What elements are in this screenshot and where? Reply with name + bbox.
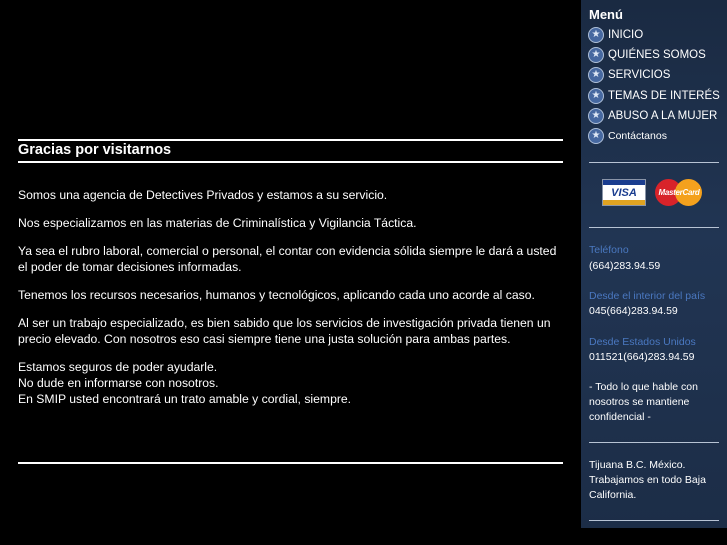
visa-card-logo (602, 179, 646, 206)
paragraph: Tenemos los recursos necesarios, humanos y tecnológicos, aplicando cada uno acorde al caso. (18, 288, 535, 302)
menu-item-servicios[interactable] (588, 65, 670, 85)
confidential-note: - Todo lo que hable con nosotros se mantiene confidencial - (589, 381, 698, 423)
us-phone-label: Desde Estados Unidos (589, 336, 696, 348)
star-icon: ★ (588, 108, 604, 124)
menu-item-inicio[interactable] (588, 25, 643, 45)
page-title: Gracias por visitarnos (18, 142, 172, 158)
menu-item-label: SERVICIOS (608, 69, 671, 81)
menu-title: Menú (589, 7, 623, 22)
paragraph: Nos especializamos en las materias de Criminalística y Vigilancia Táctica. (18, 216, 417, 230)
menu-item-contactanos[interactable] (588, 126, 667, 146)
mastercard-label: MasterCard (658, 188, 700, 197)
phone-value: (664)283.94.59 (589, 260, 661, 272)
main-content (18, 0, 563, 545)
title-top-rule (18, 139, 563, 141)
content-body (18, 187, 563, 407)
menu-item-label: QUIÉNES SOMOS (608, 49, 706, 61)
closing-line: Estamos seguros de poder ayudarle. (18, 360, 218, 374)
visa-label: VISA (611, 187, 637, 199)
sidebar-divider (589, 162, 719, 163)
menu-item-label: INICIO (608, 29, 644, 41)
sidebar-divider (589, 520, 719, 521)
sidebar-divider (589, 442, 719, 443)
menu-item-quienes-somos[interactable] (588, 45, 706, 65)
star-icon: ★ (588, 88, 604, 104)
star-icon: ★ (588, 128, 604, 144)
closing-line: No dude en informarse con nosotros. (18, 376, 219, 390)
national-phone-label: Desde el interior del país (589, 290, 706, 302)
star-icon: ★ (588, 47, 604, 63)
content-bottom-rule (18, 462, 563, 464)
star-icon: ★ (588, 27, 604, 43)
mastercard-logo (655, 179, 703, 206)
us-phone-value: 011521(664)283.94.59 (589, 351, 695, 363)
closing-line: En SMIP usted encontrará un trato amable y cordial, siempre. (18, 392, 352, 406)
star-icon: ★ (588, 67, 604, 83)
national-phone-value: 045(664)283.94.59 (589, 305, 678, 317)
paragraph: Al ser un trabajo especializado, es bien sabido que los servicios de investigación privada tienen un precio elevado. Con nosotros eso casi siempre tiene una justa solución para ambas partes. (18, 316, 551, 346)
title-bottom-rule (18, 161, 563, 163)
menu-item-temas-de-interes[interactable] (588, 86, 720, 106)
menu-item-label: Contáctanos (608, 130, 667, 142)
phone-label: Teléfono (589, 244, 629, 256)
closing-paragraph (18, 359, 563, 407)
sidebar (581, 0, 727, 528)
location-note: Tijuana B.C. México. Trabajamos en todo Baja California. (589, 459, 706, 501)
menu-item-abuso-a-la-mujer[interactable] (588, 106, 717, 126)
paragraph: Ya sea el rubro laboral, comercial o personal, el contar con evidencia sólida siempre le dará a usted el poder de tomar decisiones informadas. (18, 244, 557, 274)
menu-item-label: ABUSO A LA MUJER (608, 110, 718, 122)
menu-item-label: TEMAS DE INTERÉS (608, 90, 720, 102)
sidebar-divider (589, 227, 719, 228)
paragraph: Somos una agencia de Detectives Privados y estamos a su servicio. (18, 188, 388, 202)
